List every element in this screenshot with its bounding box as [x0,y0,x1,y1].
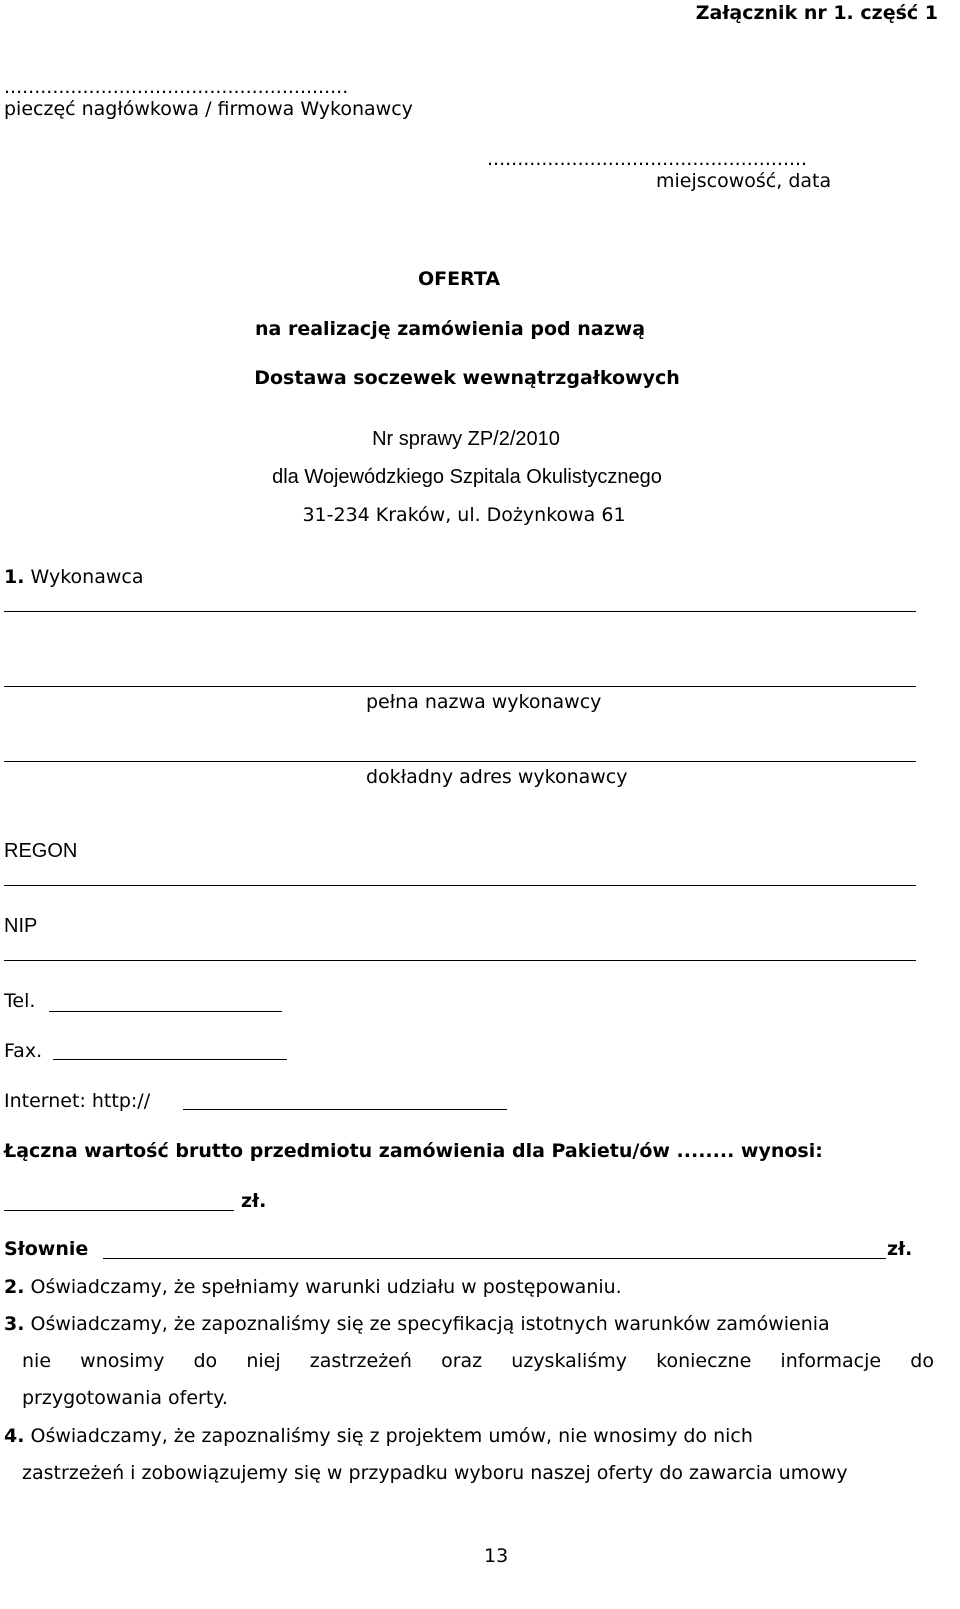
internet-label: Internet: http:// [4,1090,151,1112]
words-label: Słownie [4,1238,89,1260]
stamp-label: pieczęć nagłówkowa / firmowa Wykonawcy [4,98,413,120]
word: informacje [780,1350,882,1372]
statement-text: Oświadczamy, że zapoznaliśmy się z projektem umów, nie wnosimy do nich [30,1425,753,1447]
full-name-label: pełna nazwa wykonawcy [366,691,602,713]
stamp-dots: ......................................................... [4,76,349,98]
for-hospital: dla Wojewódzkiego Szpitala Okulistycznego [272,466,662,488]
word: do [910,1350,934,1372]
total-price-currency: zł. [241,1190,267,1212]
regon-line[interactable] [4,885,916,886]
word: niej [246,1350,281,1372]
nip-line[interactable] [4,960,916,961]
word: konieczne [656,1350,752,1372]
statement-text: Oświadczamy, że zapoznaliśmy się ze specyfikacją istotnych warunków zamówienia [30,1313,830,1335]
word: zastrzeżeń [309,1350,412,1372]
nip-label: NIP [4,915,38,937]
internet-line[interactable] [183,1109,507,1110]
statement-number: 3. [4,1313,25,1335]
page-number: 13 [484,1545,509,1567]
statement-4-line-2: zastrzeżeń i zobowiązujemy się w przypadku wyboru naszej oferty do zawarcia umowy [22,1462,848,1484]
attachment-label: Załącznik nr 1. część 1 [695,2,938,24]
contractor-line-2[interactable] [4,686,916,687]
words-line[interactable] [103,1258,886,1259]
statement-number: 4. [4,1425,25,1447]
address-line[interactable] [4,761,916,762]
word: nie [22,1350,52,1372]
address-label: dokładny adres wykonawcy [366,766,628,788]
place-date-dots: ..................................................... [487,148,808,170]
tel-label: Tel. [4,990,36,1012]
section-number: 1. [4,566,25,588]
order-name: Dostawa soczewek wewnątrzgałkowych [254,367,680,389]
statement-number: 2. [4,1276,25,1298]
statement-3-line-2 [22,1350,934,1372]
offer-title: OFERTA [417,268,501,290]
case-number: Nr sprawy ZP/2/2010 [372,428,560,450]
hospital-address: 31-234 Kraków, ul. Dożynkowa 61 [302,504,626,526]
total-price-label: Łączna wartość brutto przedmiotu zamówienia dla Pakietu/ów ........ wynosi: [4,1140,823,1162]
tel-line[interactable] [49,1011,282,1012]
place-date-label: miejscowość, data [656,170,832,192]
word: uzyskaliśmy [511,1350,627,1372]
contractor-line-1[interactable] [4,611,916,612]
contractor-heading [4,566,143,588]
total-price-line[interactable] [4,1210,234,1211]
fax-label: Fax. [4,1040,43,1062]
contractor-label: Wykonawca [30,566,144,588]
words-currency: zł. [887,1238,913,1260]
statement-3-line-1 [4,1313,830,1335]
statement-4-line-1 [4,1425,753,1447]
statement-text: Oświadczamy, że spełniamy warunki udziału w postępowaniu. [30,1276,622,1298]
statement-2 [4,1276,622,1298]
word: oraz [441,1350,483,1372]
word: do [193,1350,218,1372]
fax-line[interactable] [53,1059,287,1060]
regon-label: REGON [4,840,78,862]
word: wnosimy [80,1350,165,1372]
offer-subtitle: na realizację zamówienia pod nazwą [254,318,646,340]
statement-3-line-3: przygotowania oferty. [22,1387,228,1409]
